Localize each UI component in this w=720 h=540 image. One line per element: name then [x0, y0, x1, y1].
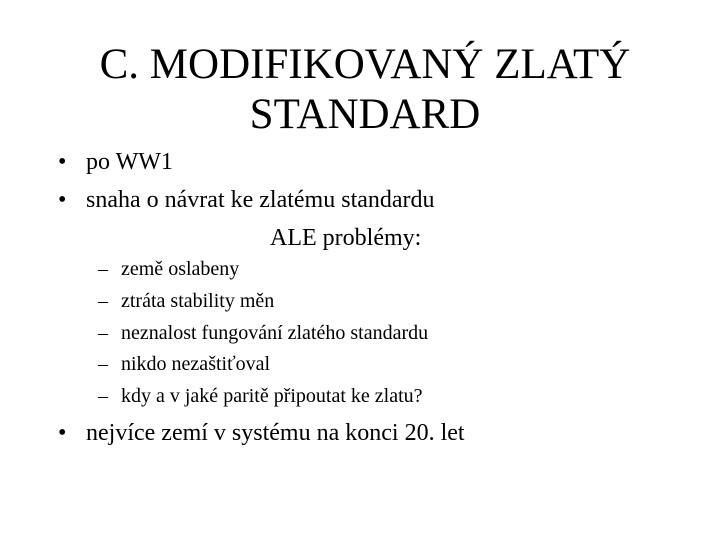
- dash-symbol: –: [98, 353, 108, 375]
- bullet-symbol: •: [58, 187, 67, 213]
- sub-bullet-text: země oslabeny: [121, 258, 240, 280]
- dash-symbol: –: [98, 385, 108, 407]
- note-text: ALE problémy:: [270, 225, 422, 251]
- slide-title: [60, 40, 670, 140]
- bullet-note: [270, 223, 421, 253]
- slide-title-line1: C. MODIFIKOVANÝ ZLATÝ: [99, 41, 631, 88]
- bullet-symbol: •: [58, 149, 67, 175]
- dash-symbol: –: [98, 290, 108, 312]
- dash-symbol: –: [98, 258, 108, 280]
- sub-bullet-text: nikdo nezaštiťoval: [121, 353, 271, 375]
- bullet-symbol: •: [58, 420, 67, 446]
- bullet-text: snaha o návrat ke zlatému standardu: [86, 187, 435, 213]
- bullet-text: nejvíce zemí v systému na konci 20. let: [86, 420, 465, 446]
- sub-bullet-text: ztráta stability měn: [121, 290, 275, 312]
- slide-title-line2: STANDARD: [249, 91, 481, 138]
- bullet-text: po WW1: [86, 149, 173, 175]
- dash-symbol: –: [98, 322, 108, 344]
- sub-bullet-text: neznalost fungování zlatého standardu: [121, 322, 429, 344]
- sub-bullet-text: kdy a v jaké paritě připoutat ke zlatu?: [121, 385, 423, 407]
